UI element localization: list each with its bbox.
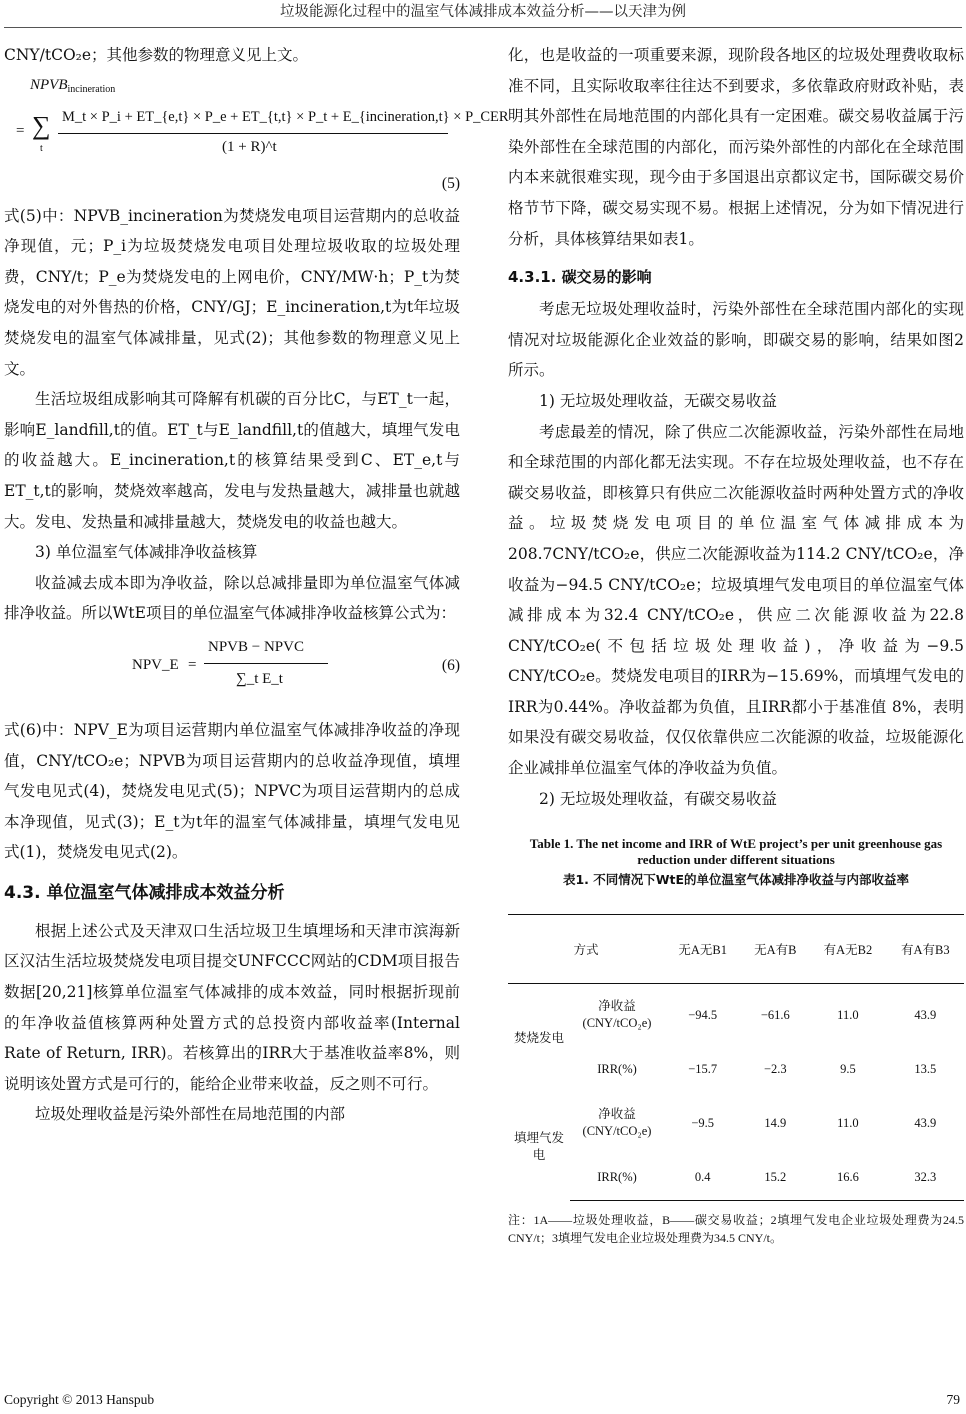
table-cell: −15.7	[688, 1061, 718, 1076]
left-column	[4, 40, 509, 1130]
table-cell: 11.0	[837, 1115, 859, 1130]
eq6-lhs: NPV_E	[132, 656, 179, 673]
eq5-equal-sign: =	[16, 122, 25, 139]
left-subheading-3: 3) 单位温室气体减排净收益核算	[35, 543, 258, 562]
table-header-row	[508, 915, 964, 984]
eq5-fraction-line	[58, 133, 448, 134]
results-table	[508, 914, 964, 1201]
table-group-label: 填埋气发电	[513, 1130, 564, 1162]
table-cell: −9.5	[691, 1115, 715, 1130]
equation-6	[4, 635, 460, 709]
table-cell: 43.9	[914, 1115, 937, 1130]
header-rule	[4, 27, 962, 28]
table-cell: 43.9	[914, 1007, 937, 1022]
table-row-label: IRR(%)	[597, 1061, 637, 1076]
table-row-label: 净收益(CNY/tCO₂e)	[582, 1107, 652, 1139]
eq5-denominator: (1 + R)^t	[222, 138, 277, 155]
right-subheading-2: 2) 无垃圾处理收益，有碳交易收益	[539, 789, 777, 808]
eq6-equal-sign: =	[188, 656, 197, 673]
eq6-denominator: ∑_t E_t	[236, 670, 283, 687]
eq5-numerator: M_t × P_i + ET_{e,t} × P_e + ET_{t,t} × P_t + E_{incineration,t} × P_CER	[62, 108, 509, 125]
table-cell: 15.2	[741, 1154, 809, 1201]
table-cell: −61.6	[760, 1007, 790, 1022]
table-cell: 32.3	[887, 1154, 964, 1201]
table-row	[508, 984, 964, 1047]
eq6-numerator: NPVB − NPVC	[208, 638, 304, 655]
left-paragraph-1: CNY/tCO₂e；其他参数的物理意义见上文。	[4, 46, 309, 64]
table-cell: 13.5	[914, 1061, 937, 1076]
table-row	[508, 1046, 964, 1092]
equation-5	[4, 71, 509, 201]
page-number: 79	[946, 1392, 960, 1407]
table-cell: 14.9	[764, 1115, 787, 1130]
table-caption-zh: 表1. 不同情况下WtE的单位温室气体减排净收益与内部收益率	[562, 872, 910, 888]
table-note: 注：1A——垃圾处理收益，B——碳交易收益；2填埋气发电企业垃圾处理费为24.5 CNY/t；3填埋气发电企业垃圾处理费为34.5 CNY/t。	[508, 1213, 964, 1246]
left-paragraph-5: 收益减去成本即为净收益，除以总减排量即为单位温室气体减排净收益。所以WtE项目的单位温室气体减排净收益核算公式为：	[4, 573, 460, 623]
eq5-number: (5)	[441, 174, 460, 192]
table-row-label: 净收益(CNY/tCO₂e)	[582, 999, 652, 1031]
left-paragraph-6: 式(6)中：NPV_E为项目运营期内单位温室气体减排净收益的净现值，CNY/tCO₂e；NPVB为项目运营期内的总收益净现值，填埋气发电见式(4)，焚烧发电见式(5)；NPVC为项目运营期内的总成本净现值，见式(3)；E_t为t年的温室气体减排量，填埋气发电见式(1)，焚烧发电见式(2)。	[4, 720, 460, 862]
table-header-cell: 有A有B3	[887, 915, 964, 984]
section-heading-4-3: 4.3. 单位温室气体减排成本效益分析	[4, 882, 285, 903]
right-paragraph-2: 考虑无垃圾处理收益时，污染外部性在全球范围内部化的实现情况对垃圾能源化企业效益的影响，即碳交易的影响，结果如图2所示。	[508, 300, 964, 380]
left-paragraph-8: 垃圾处理收益是污染外部性在局地范围的内部	[35, 1105, 346, 1124]
table-cell: 0.4	[664, 1154, 741, 1201]
eq5-sigma: ∑	[32, 110, 51, 140]
right-paragraph-4: 考虑最差的情况，除了供应二次能源收益，污染外部性在局地和全球范围的内部化都无法实现。不存在垃圾处理收益，也不存在碳交易收益，即核算只有供应二次能源收益时两种处置方式的净收益。垃圾焚烧发电项目的单位温室气体减排成本为 208.7CNY/tCO₂e，供应二次能源收益为114.2 CNY/tCO₂e，净收益为−94.5 CNY/tCO₂e；垃圾填埋气发电项目的单位温室气体减排成本为32.4 CNY/tCO₂e，供应二次能源收益为22.8 CNY/tCO₂e(不包括垃圾处理收益)，净收益为−9.5 CNY/tCO₂e。焚烧发电项目的IRR为−15.69%，而填埋气发电的IRR为0.44%。净收益都为负值，且IRR都小于基准值 8%，表明如果没有碳交易收益，仅仅依靠供应二次能源的收益，垃圾能源化企业减排单位温室气体的净收益为负值。	[508, 422, 964, 778]
table-group-label: 焚烧发电	[513, 1030, 564, 1045]
table-cell: 9.5	[840, 1061, 856, 1076]
table-row	[508, 1092, 964, 1154]
left-paragraph-7: 根据上述公式及天津双口生活垃圾卫生填埋场和天津市滨海新区汉沽生活垃圾焚烧发电项目提交UNFCCC网站的CDM项目报告数据[20,21]核算单位温室气体减排的成本效益，同时根据折现前的年净收益值核算两种处置方式的总投资内部收益率(Internal Rate of Return, IRR)。若核算出的IRR大于基准收益率8%，则说明该处置方式是可行的，能给企业带来收益，反之则不可行。	[4, 921, 460, 1093]
table-header-cell: 无A无B1	[664, 915, 741, 984]
table-cell: 11.0	[837, 1007, 859, 1022]
eq5-lhs	[30, 77, 115, 94]
table-row-label: IRR(%)	[570, 1154, 664, 1201]
table-header-cell: 有A无B2	[809, 915, 886, 984]
eq5-lhs-sub: incineration	[67, 83, 116, 95]
running-header: 垃圾能源化过程中的温室气体减排成本效益分析——以天津为例	[280, 4, 686, 20]
table-caption-en: Table 1. The net income and IRR of WtE project’s per unit greenhouse gas reduction under different situations	[529, 836, 943, 868]
footer-copyright: Copyright © 2013 Hanspub	[4, 1392, 155, 1407]
eq5-lhs-main: NPVB	[30, 76, 68, 93]
right-subheading-1: 1) 无垃圾处理收益，无碳交易收益	[539, 391, 777, 410]
table-row	[508, 1154, 964, 1201]
section-heading-4-3-1: 4.3.1. 碳交易的影响	[508, 268, 652, 287]
right-paragraph-1: 化，也是收益的一项重要来源，现阶段各地区的垃圾处理费收取标准不同，且实际收取率往往达不到要求，多依靠政府财政补贴，表明其外部性在局地范围的内部化具有一定困难。碳交易收益属于污染外部性在全球范围的内部化，而污染外部性的内部化在全球范围内本来就很难实现，现今由于多国退出京都议定书，国际碳交易价格节节下降，碳交易实现不易。根据上述情况，分为如下情况进行分析，具体核算结果如表1。	[508, 46, 964, 248]
eq6-number: (6)	[441, 656, 460, 674]
table-header-cell: 无A有B	[741, 915, 809, 984]
table-header-cell: 方式	[508, 915, 664, 984]
table-cell: 16.6	[809, 1154, 886, 1201]
eq5-sigma-sub: t	[40, 142, 43, 154]
left-paragraph-3: 生活垃圾组成影响其可降解有机碳的百分比C，与ET_t一起，影响E_landfill,t的值。ET_t与E_landfill,t的值越大，填埋气发电的收益越大。E_incineration,t的核算结果受到C、ET_e,t与ET_t,t的影响，焚烧效率越高，发电与发热量越大，减排量也就越大。发电、发热量和减排量越大，焚烧发电的收益也越大。	[4, 390, 460, 531]
left-paragraph-2: 式(5)中：NPVB_incineration为焚烧发电项目运营期内的总收益净现值，元；P_i为垃圾焚烧发电项目处理垃圾收取的垃圾处理费，CNY/t；P_e为焚烧发电的上网电价，CNY/MW·h；P_t为焚烧发电的对外售热的价格，CNY/GJ；E_incineration,t为t年垃圾焚烧发电的温室气体减排量，见式(2)；其他参数的物理意义见上文。	[4, 206, 460, 378]
table-cell: −2.3	[763, 1061, 787, 1076]
eq6-fraction-line	[204, 663, 328, 664]
right-column	[508, 40, 964, 1247]
table-cell: −94.5	[688, 1007, 718, 1022]
